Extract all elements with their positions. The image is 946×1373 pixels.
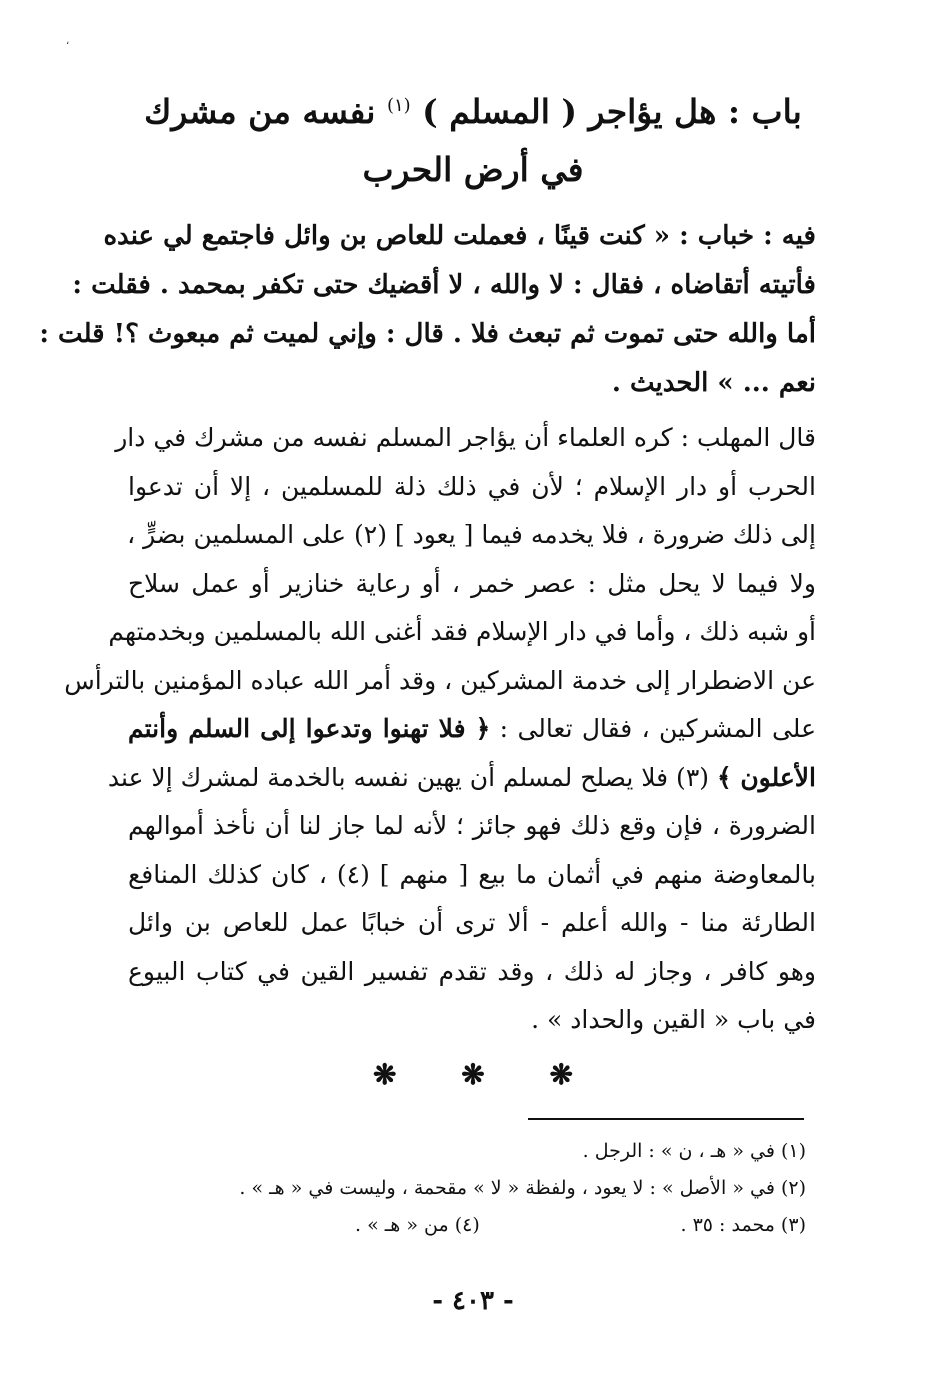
hadith-line: فأتيته أتقاضاه ، فقال : لا والله ، لا أقضيك حتى تكفر بمحمد . فقلت : (72, 270, 816, 300)
footnote-2: (٢) في « الأصل » : لا يعود ، ولفظة « لا » مقحمة ، وليست في « هـ » . (239, 1177, 806, 1199)
quran-verse-part-1: ﴿ فلا تهنوا وتدعوا إلى السلم وأنتم (128, 714, 491, 743)
commentary-text: (٣) فلا يصلح لمسلم أن يهين نفسه بالخدمة لمشرك إلا عند (107, 762, 710, 792)
commentary-line-with-verse (128, 705, 816, 754)
commentary-line: في باب « القين والحداد » . (531, 1005, 816, 1034)
star-ornament-icon: ❋ (461, 1058, 485, 1091)
quran-verse-part-2: الأعلون ﴾ (716, 762, 816, 792)
footnote-4: (٤) من « هـ » . (355, 1214, 480, 1236)
chapter-title-line-1 (120, 92, 826, 131)
commentary-text: على المشركين ، فقال تعالى : (499, 714, 816, 743)
commentary-line-with-verse (107, 754, 816, 803)
title-text-a: باب : هل يؤاجر ( المسلم ) (422, 92, 802, 131)
chapter-title-line-2: في أرض الحرب (362, 150, 584, 189)
section-divider-stars (373, 1058, 573, 1091)
star-ornament-icon: ❋ (373, 1058, 397, 1091)
page-number: - ٤٠٣ - (432, 1286, 514, 1316)
commentary-line: عن الاضطرار إلى خدمة المشركين ، وقد أمر الله عباده المؤمنين بالترأس (64, 665, 816, 695)
commentary-line: إلى ذلك ضرورة ، فلا يخدمه فيما [ يعود ] (٢) على المسلمين بضرٍّ ، (127, 520, 816, 549)
commentary-line: قال المهلب : كره العلماء أن يؤاجر المسلم نفسه من مشرك في دار (115, 423, 816, 452)
title-text-b: نفسه من مشرك (144, 92, 376, 131)
footnote-separator (528, 1118, 804, 1120)
footnote-1: (١) في « هـ ، ن » : الرجل . (582, 1140, 806, 1162)
hadith-line: نعم ... » الحديث . (611, 368, 816, 398)
commentary-line: الحرب أو دار الإسلام ؛ لأن في ذلك ذلة للمسلمين ، إلا أن تدعوا (128, 471, 816, 501)
commentary-line: الضرورة ، فإن وقع ذلك فهو جائز ؛ لأنه لما جاز لنا أن نأخذ أموالهم (128, 811, 816, 840)
commentary-block (64, 414, 816, 1045)
commentary-line: الطارئة منا - والله أعلم - ألا ترى أن خبابًا عمل للعاص بن وائل (128, 908, 816, 937)
hadith-line: فيه : خباب : « كنت قينًا ، فعملت للعاص بن وائل فاجتمع لي عنده (103, 221, 816, 251)
footnote-3: (٣) محمد : ٣٥ . (680, 1214, 806, 1236)
hadith-line: أما والله حتى تموت ثم تبعث فلا . قال : وإني لميت ثم مبعوث ؟! قلت : (39, 319, 816, 349)
commentary-line: أو شبه ذلك ، وأما في دار الإسلام فقد أغنى الله بالمسلمين وبخدمتهم (108, 617, 816, 646)
commentary-line: بالمعاوضة منهم في أثمان ما بيع [ منهم ] (٤) ، كان كذلك المنافع (128, 859, 816, 889)
star-ornament-icon: ❋ (549, 1058, 573, 1091)
commentary-line: ولا فيما لا يحل مثل : عصر خمر ، أو رعاية خنازير أو عمل سلاح (128, 568, 816, 598)
hadith-block (39, 212, 816, 408)
corner-mark: ، (66, 36, 70, 47)
commentary-line: وهو كافر ، وجاز له ذلك ، وقد تقدم تفسير القين في كتاب البيوع (128, 956, 816, 986)
title-footnote-ref: (١) (386, 95, 411, 116)
